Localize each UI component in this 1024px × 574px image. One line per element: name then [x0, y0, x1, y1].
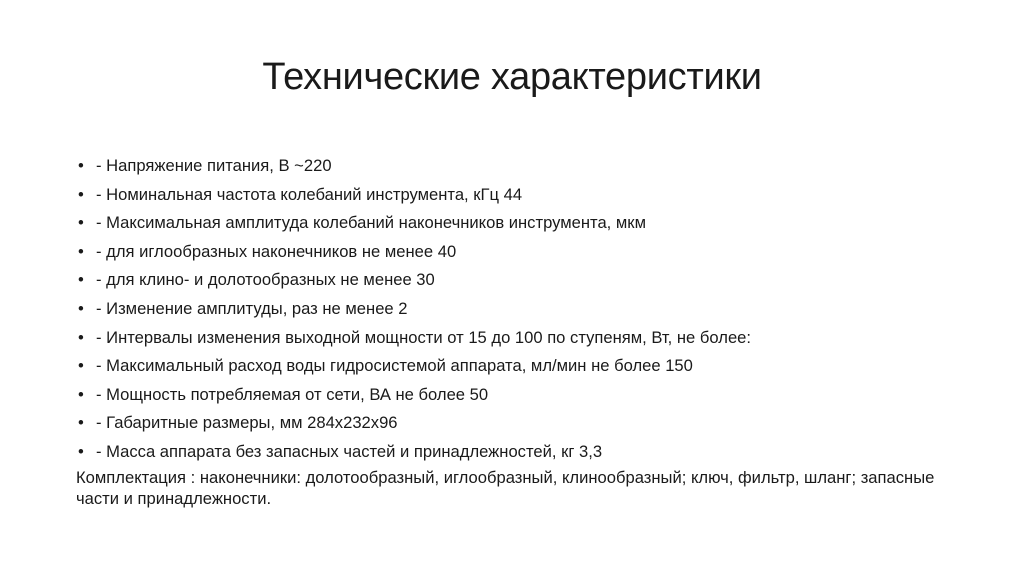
spec-text: - Напряжение питания, В ~220	[96, 156, 332, 175]
bullet-icon: •	[78, 213, 84, 233]
spec-text: - для клино- и долотообразных не менее 30	[96, 270, 435, 290]
list-item	[76, 324, 751, 353]
spec-text: - Изменение амплитуды, раз не менее 2	[96, 298, 408, 318]
list-item	[76, 295, 751, 324]
bullet-icon: •	[78, 384, 84, 404]
bullet-icon: •	[78, 441, 84, 461]
list-item	[76, 381, 751, 410]
list-item	[76, 152, 751, 181]
completeness-paragraph: Комплектация : наконечники: долотообразный, иглообразный, клинообразный; ключ, фильтр, шланг; запасные части и принадлежности.	[76, 468, 935, 508]
list-item	[76, 238, 751, 267]
bullet-icon: •	[78, 241, 84, 261]
list-item	[76, 352, 751, 381]
list-item	[76, 409, 751, 438]
spec-text: - Максимальная амплитуда колебаний наконечников инструмента, мкм	[96, 213, 646, 233]
bullet-icon: •	[78, 356, 84, 376]
list-item	[76, 266, 751, 295]
spec-text: - Габаритные размеры, мм 284x232x96	[96, 413, 398, 433]
slide-title: Технические характеристики	[262, 56, 762, 98]
bullet-icon: •	[78, 156, 84, 175]
bullet-icon: •	[78, 270, 84, 290]
bullet-icon: •	[78, 184, 84, 204]
bullet-icon: •	[78, 298, 84, 318]
spec-text: - Мощность потребляемая от сети, ВА не более 50	[96, 384, 489, 404]
list-item	[76, 181, 751, 210]
spec-text: - Номинальная частота колебаний инструмента, кГц 44	[96, 184, 523, 204]
spec-text: - для иглообразных наконечников не менее 40	[96, 241, 457, 261]
spec-text: - Максимальный расход воды гидросистемой аппарата, мл/мин не более 150	[96, 356, 693, 376]
spec-list	[76, 152, 751, 467]
list-item	[76, 438, 751, 467]
list-item	[76, 209, 751, 238]
bullet-icon: •	[78, 327, 84, 347]
bullet-icon: •	[78, 413, 84, 433]
spec-text: - Интервалы изменения выходной мощности от 15 до 100 по ступеням, Вт, не более:	[96, 327, 752, 347]
spec-text: - Масса аппарата без запасных частей и принадлежностей, кг 3,3	[96, 441, 603, 461]
